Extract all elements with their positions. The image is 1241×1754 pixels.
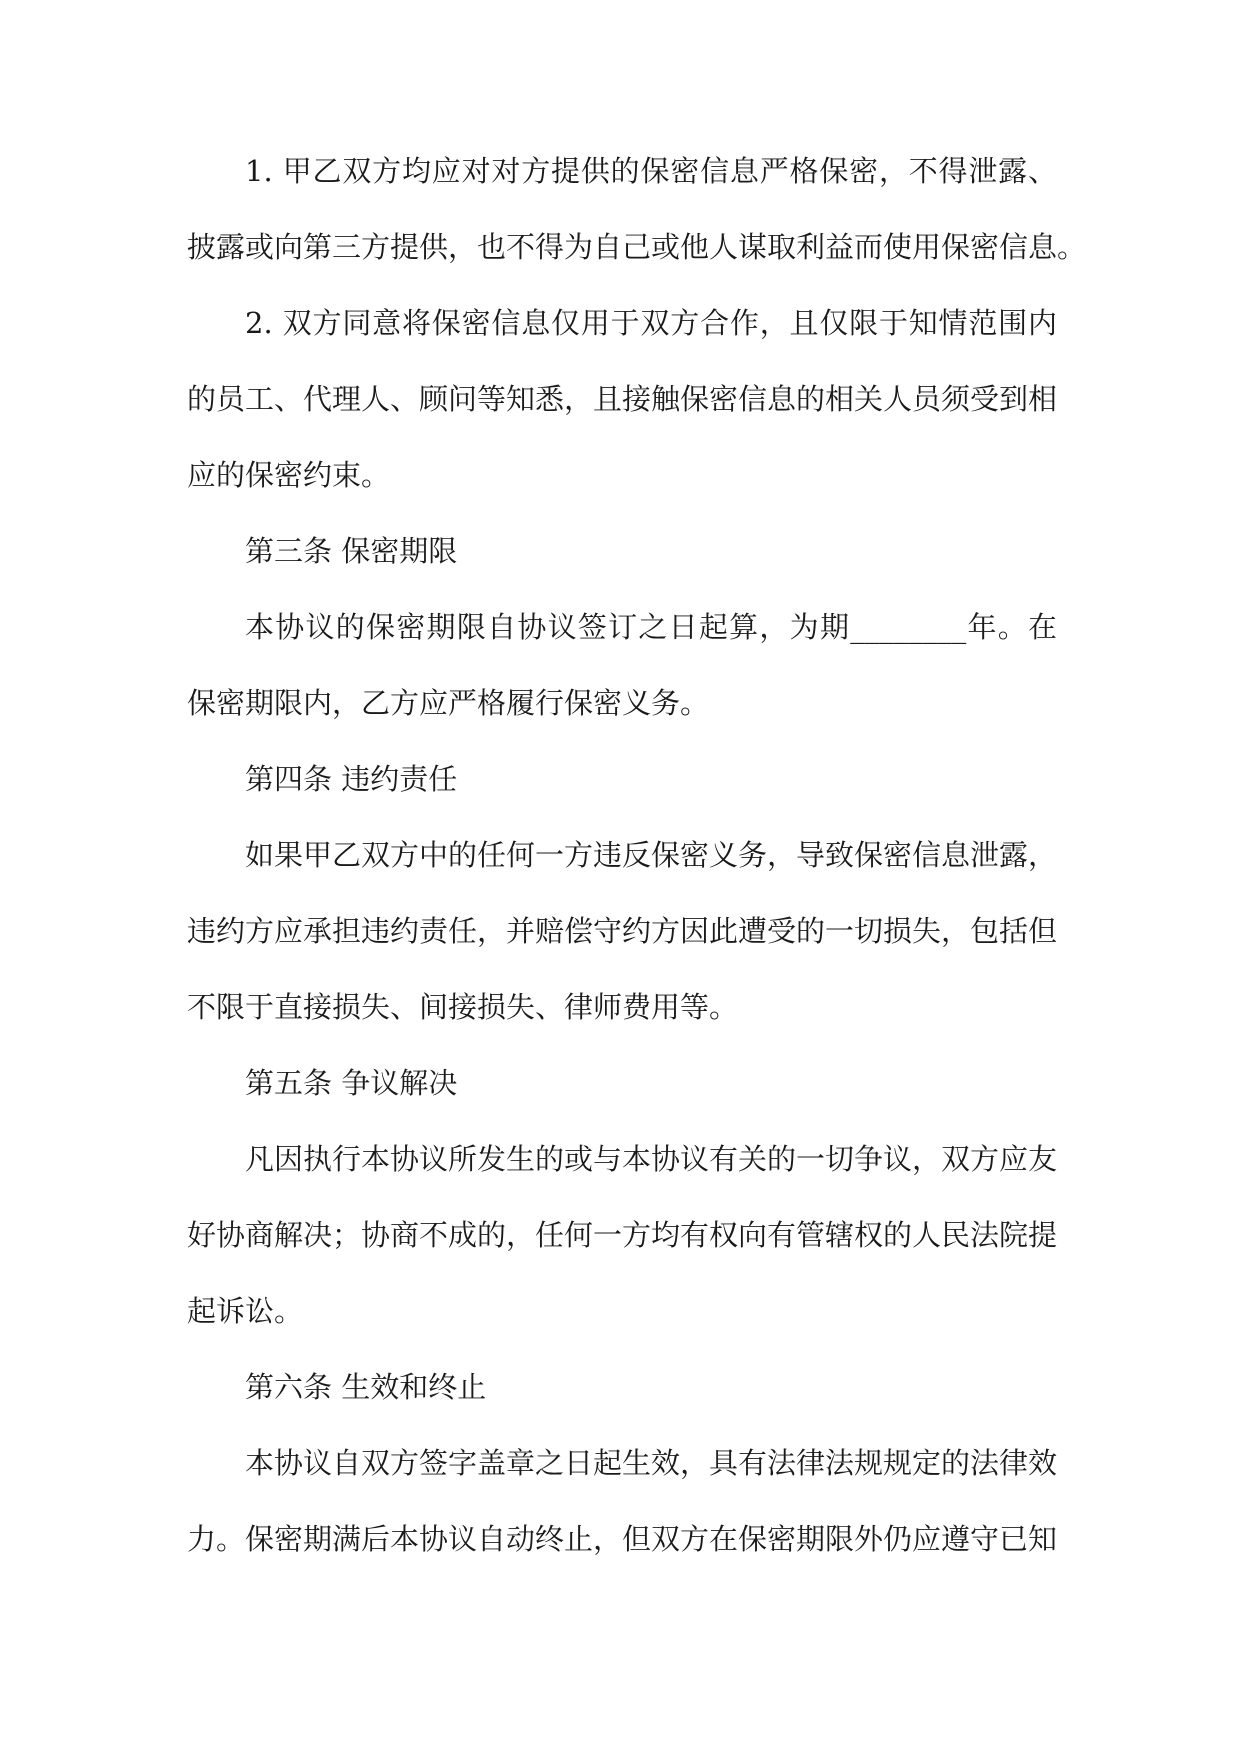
article-3-line-2: 保密期限内，乙方应严格履行保密义务。 bbox=[187, 686, 710, 720]
article-6-line-2: 力。保密期满后本协议自动终止，但双方在保密期限外仍应遵守已知 bbox=[187, 1522, 1058, 1556]
article-6-heading: 第六条 生效和终止 bbox=[245, 1370, 487, 1404]
article-5-line-2: 好协商解决；协商不成的，任何一方均有权向有管辖权的人民法院提 bbox=[187, 1218, 1058, 1252]
article-5-line-1: 凡因执行本协议所发生的或与本协议有关的一切争议，双方应友 bbox=[245, 1142, 1058, 1176]
article-4-line-2: 违约方应承担违约责任，并赔偿守约方因此遭受的一切损失，包括但 bbox=[187, 914, 1058, 948]
article-4-line-3: 不限于直接损失、间接损失、律师费用等。 bbox=[187, 990, 739, 1024]
document-body bbox=[187, 133, 1087, 1577]
article-3-line-1: 本协议的保密期限自协议签订之日起算，为期________年。在 bbox=[245, 610, 1057, 644]
clause-2-line-3: 应的保密约束。 bbox=[187, 458, 391, 492]
article-6-line-1: 本协议自双方签字盖章之日起生效，具有法律法规规定的法律效 bbox=[245, 1446, 1058, 1480]
article-5-heading: 第五条 争议解决 bbox=[245, 1066, 458, 1100]
article-4-line-1: 如果甲乙双方中的任何一方违反保密义务，导致保密信息泄露， bbox=[245, 838, 1058, 872]
article-3-heading: 第三条 保密期限 bbox=[245, 534, 458, 568]
clause-2-line-2: 的员工、代理人、顾问等知悉，且接触保密信息的相关人员须受到相 bbox=[187, 382, 1058, 416]
clause-2-line-1: 2. 双方同意将保密信息仅用于双方合作，且仅限于知情范围内 bbox=[245, 306, 1057, 340]
article-4-heading: 第四条 违约责任 bbox=[245, 762, 458, 796]
clause-1-line-1: 1. 甲乙双方均应对对方提供的保密信息严格保密，不得泄露、 bbox=[245, 154, 1057, 188]
article-5-line-3: 起诉讼。 bbox=[187, 1294, 304, 1328]
clause-1-line-2: 披露或向第三方提供，也不得为自己或他人谋取利益而使用保密信息。 bbox=[187, 230, 1087, 264]
